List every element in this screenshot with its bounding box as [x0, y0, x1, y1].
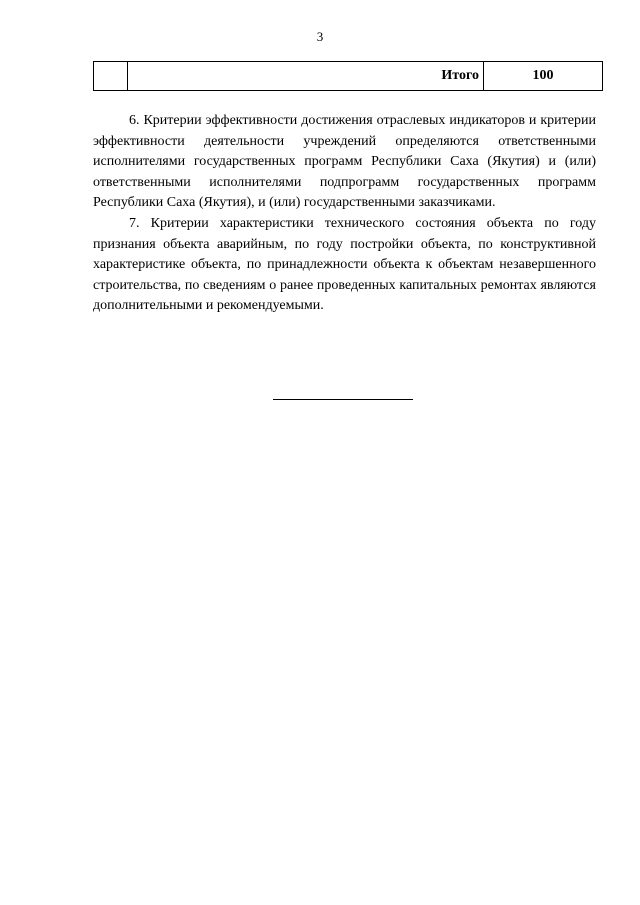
page-number: 3 [316, 29, 324, 44]
table-row-total [94, 62, 603, 91]
table-cell-empty [94, 62, 128, 91]
total-label: Итого [128, 62, 484, 91]
total-value: 100 [484, 62, 603, 91]
end-divider [273, 399, 413, 400]
document-body [93, 111, 596, 317]
paragraph-6: 6. Критерии эффективности достижения отраслевых индикаторов и критерии эффективности деятельности учреждений определяются ответственными исполнителями государственных программ Республики Саха (Якутия) и (или) ответственными исполнителями подпрограмм государственных программ Республики Саха (Якутия), и (или) государственными заказчиками. [93, 113, 596, 211]
paragraph-7: 7. Критерии характеристики технического состояния объекта по году признания объекта аварийным, по году постройки объекта, по конструктивной характеристике объекта, по принадлежности объекта к объектам незавершенного строительства, по сведениям о ранее проведенных капитальных ремонтах являются дополнительными и рекомендуемыми. [93, 215, 596, 314]
summary-table [93, 61, 603, 91]
